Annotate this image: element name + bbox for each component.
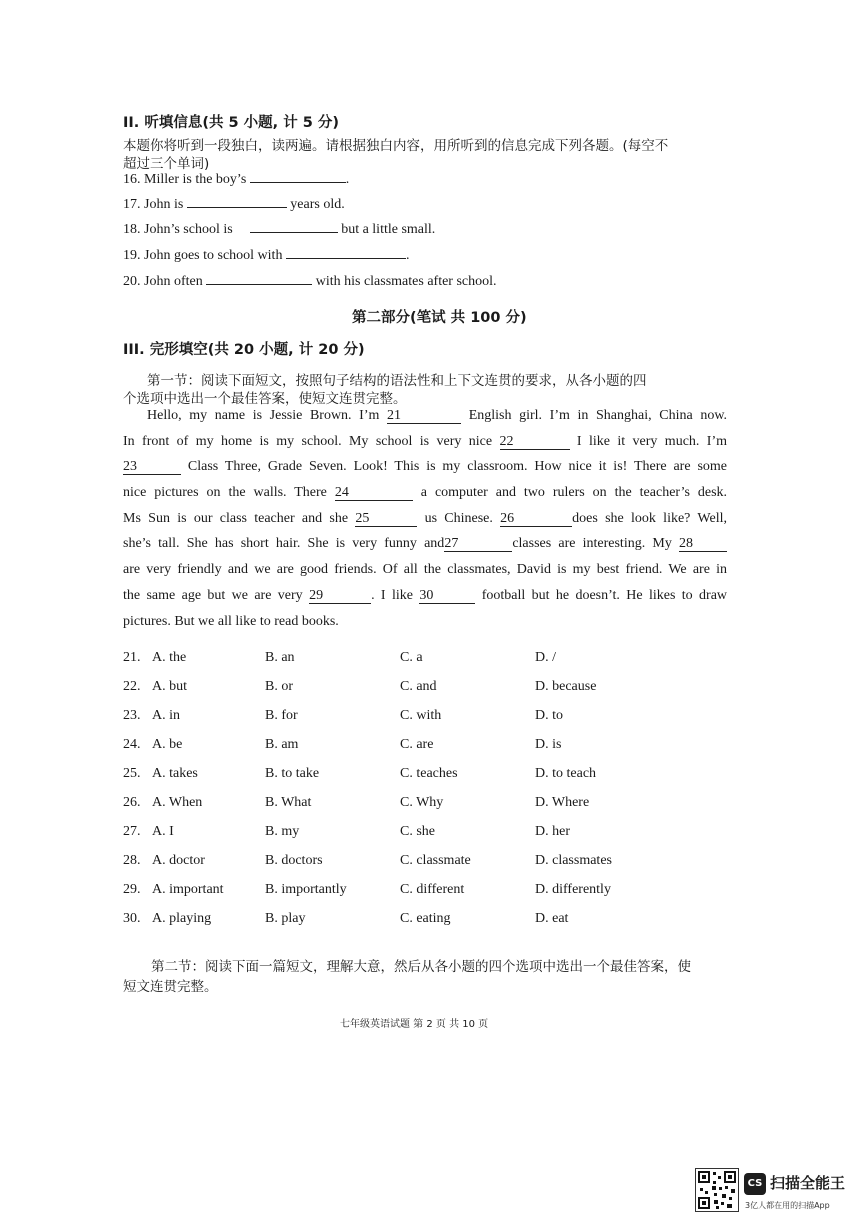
passage-line: Ms Sun is our class teacher and she 25 us Chinese. 26 does she look like? Well, bbox=[123, 510, 727, 526]
option-c[interactable]: C. different bbox=[400, 882, 465, 897]
passage-line: she’s tall. She has short hair. She is very funny and27 classes are interesting. My 28 bbox=[123, 531, 727, 557]
section2-instructions-1: 本题你将听到一段独白，读两遍。请根据独白内容，用所听到的信息完成下列各题。(每空不 bbox=[123, 138, 669, 154]
option-b[interactable]: B. play bbox=[265, 911, 306, 926]
option-number: 21. bbox=[123, 650, 141, 665]
cloze-blank-29[interactable]: 29 bbox=[309, 589, 371, 604]
option-d[interactable]: D. her bbox=[535, 824, 570, 839]
section2-title: II. 听填信息(共 5 小题, 计 5 分) bbox=[123, 115, 340, 131]
passage-line: Hello, my name is Jessie Brown. I’m 21 English girl. I’m in Shanghai, China now. bbox=[147, 408, 728, 423]
option-b[interactable]: B. doctors bbox=[265, 853, 323, 868]
answer-blank[interactable] bbox=[250, 232, 338, 233]
page-footer: 七年级英语试题 第 2 页 共 10 页 bbox=[340, 1019, 489, 1030]
option-c[interactable]: C. and bbox=[400, 679, 437, 694]
question-17: 17. John is years old. bbox=[123, 197, 345, 212]
cloze-blank-24[interactable]: 24 bbox=[335, 486, 413, 501]
option-number: 23. bbox=[123, 708, 141, 723]
question-number: 16. bbox=[123, 172, 141, 187]
passage-line: nice pictures on the walls. There 24 a computer and two rulers on the teacher’s desk. bbox=[123, 485, 728, 501]
cloze-blank-23[interactable]: 23 bbox=[123, 460, 181, 475]
option-d[interactable]: D. to teach bbox=[535, 766, 597, 781]
option-a[interactable]: A. in bbox=[152, 708, 180, 723]
question-number: 18. bbox=[123, 222, 141, 237]
option-c[interactable]: C. teaches bbox=[400, 766, 458, 781]
option-b[interactable]: B. to take bbox=[265, 766, 320, 781]
option-number: 27. bbox=[123, 824, 141, 839]
watermark-tagline: 3亿人都在用的扫描App bbox=[745, 1201, 830, 1210]
cloze-blank-25[interactable]: 25 bbox=[355, 512, 417, 527]
option-a[interactable]: A. doctor bbox=[152, 853, 205, 868]
option-b[interactable]: B. What bbox=[265, 795, 312, 810]
passage-line: In front of my home is my school. My school is very nice 22 I like it very much. I’m bbox=[123, 433, 728, 449]
section3-sub2-line2: 短文连贯完整。 bbox=[123, 979, 218, 995]
qr-code-icon bbox=[695, 1168, 739, 1212]
option-a[interactable]: A. the bbox=[152, 650, 187, 665]
option-number: 24. bbox=[123, 737, 141, 752]
option-d[interactable]: D. is bbox=[535, 737, 562, 752]
option-a[interactable]: A. but bbox=[152, 679, 187, 694]
question-16: 16. Miller is the boy’s . bbox=[123, 172, 350, 187]
option-b[interactable]: B. for bbox=[265, 708, 298, 723]
option-a[interactable]: A. important bbox=[152, 882, 224, 897]
option-number: 26. bbox=[123, 795, 141, 810]
option-d[interactable]: D. Where bbox=[535, 795, 590, 810]
question-number: 17. bbox=[123, 197, 141, 212]
passage-line: pictures. But we all like to read books. bbox=[123, 613, 339, 629]
answer-blank[interactable] bbox=[187, 207, 287, 208]
option-c[interactable]: C. classmate bbox=[400, 853, 471, 868]
option-number: 25. bbox=[123, 766, 141, 781]
question-18: 18. John’s school is but a little small. bbox=[123, 222, 436, 237]
cloze-blank-22[interactable]: 22 bbox=[500, 435, 570, 450]
passage-line: are very friendly and we are good friends. Of all the classmates, David is my best friend. We are in bbox=[123, 562, 727, 578]
question-19: 19. John goes to school with . bbox=[123, 248, 410, 263]
cloze-passage bbox=[123, 403, 727, 634]
option-number: 30. bbox=[123, 911, 141, 926]
question-text: Miller is the boy’s bbox=[144, 172, 247, 187]
option-d[interactable]: D. eat bbox=[535, 911, 569, 926]
question-text: John’s school is bbox=[144, 222, 233, 237]
passage-line: the same age but we are very 29 . I like 30 football but he doesn’t. He likes to draw bbox=[123, 587, 728, 603]
option-c[interactable]: C. she bbox=[400, 824, 435, 839]
section3-sub2-line1: 第二节：阅读下面一篇短文，理解大意，然后从各小题的四个选项中选出一个最佳答案，使 bbox=[151, 959, 691, 975]
answer-blank[interactable] bbox=[286, 258, 406, 259]
question-number: 19. bbox=[123, 248, 141, 263]
cloze-blank-27[interactable]: 27 bbox=[444, 537, 512, 552]
passage-line: 23 Class Three, Grade Seven. Look! This is my classroom. How nice it is! There are some bbox=[123, 459, 727, 475]
option-b[interactable]: B. or bbox=[265, 679, 293, 694]
option-a[interactable]: A. playing bbox=[152, 911, 212, 926]
cloze-blank-30[interactable]: 30 bbox=[419, 589, 475, 604]
option-d[interactable]: D. differently bbox=[535, 882, 611, 897]
section3-sub1-line1: 第一节：阅读下面短文，按照句子结构的语法性和上下文连贯的要求，从各小题的四 bbox=[147, 373, 647, 389]
option-number: 22. bbox=[123, 679, 141, 694]
option-a[interactable]: A. I bbox=[152, 824, 174, 839]
option-c[interactable]: C. Why bbox=[400, 795, 444, 810]
option-b[interactable]: B. am bbox=[265, 737, 299, 752]
option-c[interactable]: C. eating bbox=[400, 911, 451, 926]
option-b[interactable]: B. importantly bbox=[265, 882, 347, 897]
section2-instructions-2: 超过三个单词) bbox=[123, 156, 210, 172]
option-d[interactable]: D. classmates bbox=[535, 853, 612, 868]
option-d[interactable]: D. / bbox=[535, 650, 556, 665]
option-c[interactable]: C. a bbox=[400, 650, 423, 665]
camscanner-logo: CS bbox=[744, 1173, 766, 1195]
option-b[interactable]: B. my bbox=[265, 824, 300, 839]
question-text: John is bbox=[144, 197, 184, 212]
option-d[interactable]: D. to bbox=[535, 708, 563, 723]
section3-sub1-line2: 个选项中选出一个最佳答案，使短文连贯完整。 bbox=[123, 391, 407, 407]
cloze-blank-28[interactable]: 28 bbox=[679, 537, 727, 552]
option-b[interactable]: B. an bbox=[265, 650, 295, 665]
question-text: John goes to school with bbox=[144, 248, 283, 263]
option-d[interactable]: D. because bbox=[535, 679, 597, 694]
option-number: 28. bbox=[123, 853, 141, 868]
option-c[interactable]: C. are bbox=[400, 737, 434, 752]
answer-blank[interactable] bbox=[250, 182, 346, 183]
section3-title: III. 完形填空(共 20 小题, 计 20 分) bbox=[123, 342, 365, 358]
question-text: John often bbox=[144, 274, 203, 289]
cloze-blank-21[interactable]: 21 bbox=[387, 409, 461, 424]
option-number: 29. bbox=[123, 882, 141, 897]
answer-blank[interactable] bbox=[206, 284, 312, 285]
option-a[interactable]: A. takes bbox=[152, 766, 198, 781]
part2-title: 第二部分(笔试 共 100 分) bbox=[352, 310, 527, 326]
option-c[interactable]: C. with bbox=[400, 708, 442, 723]
cloze-blank-26[interactable]: 26 bbox=[500, 512, 572, 527]
watermark-brand: 扫描全能王 bbox=[770, 1174, 846, 1192]
question-20: 20. John often with his classmates after school. bbox=[123, 274, 497, 289]
question-number: 20. bbox=[123, 274, 141, 289]
option-a[interactable]: A. When bbox=[152, 795, 203, 810]
option-a[interactable]: A. be bbox=[152, 737, 183, 752]
